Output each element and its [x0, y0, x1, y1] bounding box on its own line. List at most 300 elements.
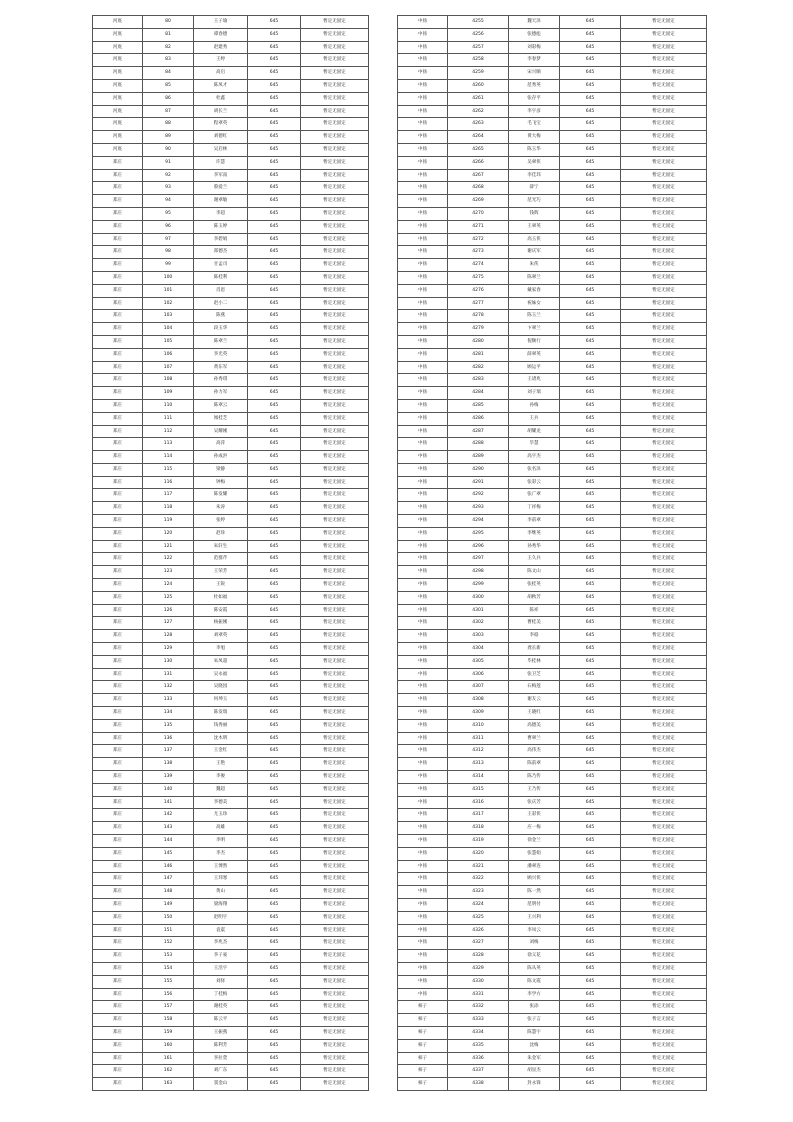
table-row [398, 911, 707, 924]
name-cell: 高雄 [194, 822, 248, 835]
name-cell: 孙秀华 [509, 540, 560, 553]
amount-cell: 645 [560, 847, 621, 860]
table-row [93, 271, 369, 284]
village-cell: 河底 [93, 131, 143, 144]
status-cell: 暂定无固定 [301, 1078, 369, 1091]
village-cell: 郑庄 [93, 771, 143, 784]
village-cell: 中扬 [398, 323, 448, 336]
name-cell: 范明付 [509, 898, 560, 911]
village-cell: 柿子 [398, 1078, 448, 1091]
amount-cell: 645 [560, 348, 621, 361]
status-cell: 暂定无固定 [621, 297, 707, 310]
village-cell: 中扬 [398, 143, 448, 156]
table-row [93, 758, 369, 771]
amount-cell: 645 [560, 463, 621, 476]
status-cell: 暂定无固定 [301, 950, 369, 963]
table-row [398, 335, 707, 348]
amount-cell: 645 [560, 975, 621, 988]
amount-cell: 645 [248, 604, 301, 617]
serial-number-cell: 4261 [448, 92, 509, 105]
amount-cell: 645 [248, 860, 301, 873]
amount-cell: 645 [560, 911, 621, 924]
table-row [93, 348, 369, 361]
amount-cell: 645 [248, 16, 301, 29]
village-cell: 河底 [93, 79, 143, 92]
amount-cell: 645 [560, 988, 621, 1001]
name-cell: 孙秀琪 [194, 374, 248, 387]
amount-cell: 645 [560, 809, 621, 822]
status-cell: 暂定无固定 [621, 732, 707, 745]
village-cell: 郑庄 [93, 463, 143, 476]
village-cell: 柿子 [398, 1026, 448, 1039]
serial-number-cell: 4307 [448, 681, 509, 694]
serial-number-cell: 4292 [448, 489, 509, 502]
serial-number-cell: 4256 [448, 28, 509, 41]
village-cell: 柿子 [398, 1014, 448, 1027]
table-row [398, 463, 707, 476]
status-cell: 暂定无固定 [621, 67, 707, 80]
status-cell: 暂定无固定 [301, 67, 369, 80]
table-row [93, 924, 369, 937]
table-row [398, 617, 707, 630]
name-cell: 陈玉兰 [509, 310, 560, 323]
name-cell: 胡显杰 [509, 1065, 560, 1078]
status-cell: 暂定无固定 [621, 553, 707, 566]
status-cell: 暂定无固定 [621, 911, 707, 924]
name-cell: 李学方 [509, 988, 560, 1001]
amount-cell: 645 [248, 937, 301, 950]
village-cell: 郑庄 [93, 1001, 143, 1014]
amount-cell: 645 [248, 195, 301, 208]
right-table [397, 15, 707, 1091]
name-cell: 范群芹 [194, 553, 248, 566]
amount-cell: 645 [248, 758, 301, 771]
table-row [93, 1014, 369, 1027]
amount-cell: 645 [248, 54, 301, 67]
amount-cell: 645 [248, 169, 301, 182]
amount-cell: 645 [248, 348, 301, 361]
serial-number-cell: 4271 [448, 220, 509, 233]
serial-number-cell: 109 [143, 387, 194, 400]
village-cell: 中扬 [398, 860, 448, 873]
serial-number-cell: 4319 [448, 835, 509, 848]
status-cell: 暂定无固定 [621, 809, 707, 822]
table-row [93, 950, 369, 963]
amount-cell: 645 [560, 387, 621, 400]
village-cell: 中扬 [398, 374, 448, 387]
serial-number-cell: 4330 [448, 975, 509, 988]
status-cell: 暂定无固定 [301, 310, 369, 323]
status-cell: 暂定无固定 [621, 425, 707, 438]
table-row [398, 182, 707, 195]
table-row [398, 553, 707, 566]
table-row [398, 1052, 707, 1065]
serial-number-cell: 4263 [448, 118, 509, 131]
name-cell: 王锐 [194, 579, 248, 592]
status-cell: 暂定无固定 [621, 796, 707, 809]
table-row [398, 387, 707, 400]
status-cell: 暂定无固定 [301, 655, 369, 668]
serial-number-cell: 92 [143, 169, 194, 182]
village-cell: 郑庄 [93, 950, 143, 963]
name-cell: 胡耀龙 [509, 425, 560, 438]
serial-number-cell: 4304 [448, 643, 509, 656]
serial-number-cell: 4325 [448, 911, 509, 924]
status-cell: 暂定无固定 [621, 771, 707, 784]
serial-number-cell: 4299 [448, 579, 509, 592]
status-cell: 暂定无固定 [621, 310, 707, 323]
status-cell: 暂定无固定 [621, 617, 707, 630]
amount-cell: 645 [560, 220, 621, 233]
serial-number-cell: 155 [143, 975, 194, 988]
table-row [93, 566, 369, 579]
name-cell: 潘翠连 [509, 860, 560, 873]
status-cell: 暂定无固定 [621, 1001, 707, 1014]
table-row [93, 156, 369, 169]
table-row [398, 451, 707, 464]
table-row [398, 425, 707, 438]
name-cell: 王晓红 [509, 707, 560, 720]
village-cell: 中扬 [398, 962, 448, 975]
village-cell: 中扬 [398, 809, 448, 822]
amount-cell: 645 [560, 1065, 621, 1078]
status-cell: 暂定无固定 [621, 387, 707, 400]
name-cell: 王久兵 [509, 553, 560, 566]
village-cell: 中扬 [398, 604, 448, 617]
amount-cell: 645 [248, 41, 301, 54]
serial-number-cell: 126 [143, 604, 194, 617]
table-row [398, 438, 707, 451]
status-cell: 暂定无固定 [301, 1014, 369, 1027]
table-row [398, 1026, 707, 1039]
serial-number-cell: 4320 [448, 847, 509, 860]
table-row [93, 886, 369, 899]
status-cell: 暂定无固定 [301, 643, 369, 656]
amount-cell: 645 [248, 783, 301, 796]
amount-cell: 645 [560, 630, 621, 643]
village-cell: 中扬 [398, 771, 448, 784]
amount-cell: 645 [248, 284, 301, 297]
table-row [398, 246, 707, 259]
village-cell: 中扬 [398, 156, 448, 169]
serial-number-cell: 150 [143, 911, 194, 924]
table-row [398, 886, 707, 899]
table-row [398, 1039, 707, 1052]
amount-cell: 645 [560, 207, 621, 220]
name-cell: 窦金山 [194, 1078, 248, 1091]
table-row [398, 668, 707, 681]
name-cell: 沈梅 [509, 1039, 560, 1052]
village-cell: 郑庄 [93, 579, 143, 592]
status-cell: 暂定无固定 [621, 220, 707, 233]
name-cell: 吴永福 [194, 668, 248, 681]
village-cell: 中扬 [398, 463, 448, 476]
status-cell: 暂定无固定 [621, 502, 707, 515]
amount-cell: 645 [248, 655, 301, 668]
amount-cell: 645 [248, 92, 301, 105]
status-cell: 暂定无固定 [621, 950, 707, 963]
serial-number-cell: 146 [143, 860, 194, 873]
amount-cell: 645 [560, 156, 621, 169]
serial-number-cell: 97 [143, 233, 194, 246]
name-cell: 李前翠 [509, 515, 560, 528]
amount-cell: 645 [560, 233, 621, 246]
village-cell: 郑庄 [93, 681, 143, 694]
serial-number-cell: 4332 [448, 1001, 509, 1014]
status-cell: 暂定无固定 [621, 28, 707, 41]
status-cell: 暂定无固定 [621, 1039, 707, 1052]
table-row [398, 310, 707, 323]
table-row [93, 16, 369, 29]
name-cell: 陈文霞 [509, 975, 560, 988]
table-row [93, 911, 369, 924]
serial-number-cell: 161 [143, 1052, 194, 1065]
village-cell: 河底 [93, 105, 143, 118]
name-cell: 钟梅 [194, 476, 248, 489]
table-row [93, 1052, 369, 1065]
serial-number-cell: 122 [143, 553, 194, 566]
name-cell: 蔡爱兰 [194, 182, 248, 195]
table-row [398, 783, 707, 796]
table-row [398, 822, 707, 835]
village-cell: 郑庄 [93, 873, 143, 886]
table-row [398, 297, 707, 310]
amount-cell: 645 [560, 131, 621, 144]
table-row [93, 745, 369, 758]
status-cell: 暂定无固定 [301, 143, 369, 156]
village-cell: 中扬 [398, 707, 448, 720]
serial-number-cell: 4316 [448, 796, 509, 809]
amount-cell: 645 [248, 246, 301, 259]
name-cell: 徐金兰 [509, 835, 560, 848]
serial-number-cell: 89 [143, 131, 194, 144]
village-cell: 郑庄 [93, 655, 143, 668]
village-cell: 中扬 [398, 847, 448, 860]
table-row [93, 297, 369, 310]
table-row [398, 16, 707, 29]
village-cell: 郑庄 [93, 617, 143, 630]
amount-cell: 645 [248, 694, 301, 707]
status-cell: 暂定无固定 [621, 1078, 707, 1091]
serial-number-cell: 4317 [448, 809, 509, 822]
amount-cell: 645 [248, 553, 301, 566]
name-cell: 祝妹女 [509, 297, 560, 310]
name-cell: 刘彩梅 [509, 41, 560, 54]
village-cell: 中扬 [398, 118, 448, 131]
village-cell: 郑庄 [93, 694, 143, 707]
serial-number-cell: 145 [143, 847, 194, 860]
serial-number-cell: 129 [143, 643, 194, 656]
status-cell: 暂定无固定 [621, 515, 707, 528]
table-row [93, 898, 369, 911]
serial-number-cell: 128 [143, 630, 194, 643]
serial-number-cell: 4303 [448, 630, 509, 643]
status-cell: 暂定无固定 [301, 489, 369, 502]
status-cell: 暂定无固定 [621, 246, 707, 259]
serial-number-cell: 106 [143, 348, 194, 361]
status-cell: 暂定无固定 [301, 809, 369, 822]
amount-cell: 645 [248, 335, 301, 348]
name-cell: 杜鑫 [194, 92, 248, 105]
amount-cell: 645 [248, 1001, 301, 1014]
village-cell: 郑庄 [93, 515, 143, 528]
status-cell: 暂定无固定 [301, 540, 369, 553]
name-cell: 陈桂利 [194, 271, 248, 284]
amount-cell: 645 [248, 476, 301, 489]
serial-number-cell: 131 [143, 668, 194, 681]
amount-cell: 645 [248, 975, 301, 988]
village-cell: 中扬 [398, 297, 448, 310]
table-row [93, 105, 369, 118]
status-cell: 暂定无固定 [621, 860, 707, 873]
serial-number-cell: 157 [143, 1001, 194, 1014]
amount-cell: 645 [248, 502, 301, 515]
amount-cell: 645 [248, 143, 301, 156]
table-row [93, 131, 369, 144]
village-cell: 中扬 [398, 822, 448, 835]
status-cell: 暂定无固定 [621, 169, 707, 182]
serial-number-cell: 4314 [448, 771, 509, 784]
name-cell: 张广翠 [509, 489, 560, 502]
name-cell: 刘广东 [194, 1065, 248, 1078]
serial-number-cell: 4306 [448, 668, 509, 681]
status-cell: 暂定无固定 [301, 169, 369, 182]
status-cell: 暂定无固定 [621, 630, 707, 643]
village-cell: 中扬 [398, 28, 448, 41]
serial-number-cell: 137 [143, 745, 194, 758]
serial-number-cell: 4324 [448, 898, 509, 911]
table-row [93, 182, 369, 195]
status-cell: 暂定无固定 [301, 732, 369, 745]
serial-number-cell: 4334 [448, 1026, 509, 1039]
status-cell: 暂定无固定 [301, 886, 369, 899]
table-row [398, 873, 707, 886]
name-cell: 陈玉婷 [194, 220, 248, 233]
serial-number-cell: 4281 [448, 348, 509, 361]
serial-number-cell: 90 [143, 143, 194, 156]
status-cell: 暂定无固定 [621, 259, 707, 272]
table-row [398, 1078, 707, 1091]
serial-number-cell: 4331 [448, 988, 509, 1001]
amount-cell: 645 [248, 771, 301, 784]
serial-number-cell: 85 [143, 79, 194, 92]
serial-number-cell: 158 [143, 1014, 194, 1027]
amount-cell: 645 [248, 399, 301, 412]
table-row [93, 1065, 369, 1078]
table-row [398, 527, 707, 540]
status-cell: 暂定无固定 [621, 374, 707, 387]
amount-cell: 645 [248, 719, 301, 732]
serial-number-cell: 4259 [448, 67, 509, 80]
village-cell: 郑庄 [93, 259, 143, 272]
table-row [93, 719, 369, 732]
status-cell: 暂定无固定 [621, 182, 707, 195]
serial-number-cell: 142 [143, 809, 194, 822]
serial-number-cell: 4310 [448, 719, 509, 732]
amount-cell: 645 [248, 207, 301, 220]
village-cell: 郑庄 [93, 348, 143, 361]
serial-number-cell: 4323 [448, 886, 509, 899]
name-cell: 孙梅 [509, 399, 560, 412]
status-cell: 暂定无固定 [621, 681, 707, 694]
serial-number-cell: 4309 [448, 707, 509, 720]
serial-number-cell: 4298 [448, 566, 509, 579]
village-cell: 中扬 [398, 937, 448, 950]
status-cell: 暂定无固定 [301, 617, 369, 630]
status-cell: 暂定无固定 [301, 207, 369, 220]
amount-cell: 645 [248, 374, 301, 387]
status-cell: 暂定无固定 [301, 937, 369, 950]
table-row [398, 195, 707, 208]
serial-number-cell: 112 [143, 425, 194, 438]
village-cell: 郑庄 [93, 233, 143, 246]
status-cell: 暂定无固定 [621, 591, 707, 604]
village-cell: 中扬 [398, 911, 448, 924]
name-cell: 谢翠敏 [194, 195, 248, 208]
village-cell: 郑庄 [93, 425, 143, 438]
table-row [398, 118, 707, 131]
table-row [93, 591, 369, 604]
amount-cell: 645 [560, 476, 621, 489]
table-row [93, 655, 369, 668]
serial-number-cell: 4308 [448, 694, 509, 707]
status-cell: 暂定无固定 [301, 335, 369, 348]
status-cell: 暂定无固定 [301, 412, 369, 425]
name-cell: 沈木明 [194, 732, 248, 745]
serial-number-cell: 4318 [448, 822, 509, 835]
serial-number-cell: 4289 [448, 451, 509, 464]
serial-number-cell: 4258 [448, 54, 509, 67]
name-cell: 高宇杰 [509, 451, 560, 464]
serial-number-cell: 162 [143, 1065, 194, 1078]
village-cell: 河底 [93, 143, 143, 156]
amount-cell: 645 [248, 988, 301, 1001]
village-cell: 郑庄 [93, 399, 143, 412]
village-cell: 郑庄 [93, 566, 143, 579]
serial-number-cell: 102 [143, 297, 194, 310]
status-cell: 暂定无固定 [621, 758, 707, 771]
table-row [398, 412, 707, 425]
amount-cell: 645 [560, 412, 621, 425]
name-cell: 陈翠兰 [509, 271, 560, 284]
name-cell: 李明 [194, 835, 248, 848]
amount-cell: 645 [248, 1052, 301, 1065]
status-cell: 暂定无固定 [301, 1001, 369, 1014]
name-cell: 薛翠英 [509, 348, 560, 361]
serial-number-cell: 91 [143, 156, 194, 169]
status-cell: 暂定无固定 [621, 579, 707, 592]
status-cell: 暂定无固定 [301, 451, 369, 464]
status-cell: 暂定无固定 [301, 28, 369, 41]
amount-cell: 645 [248, 591, 301, 604]
village-cell: 柿子 [398, 1001, 448, 1014]
village-cell: 郑庄 [93, 207, 143, 220]
amount-cell: 645 [560, 604, 621, 617]
village-cell: 中扬 [398, 92, 448, 105]
amount-cell: 645 [248, 924, 301, 937]
name-cell: 戴家春 [509, 284, 560, 297]
name-cell: 赵明宇 [194, 911, 248, 924]
village-cell: 中扬 [398, 681, 448, 694]
serial-number-cell: 4326 [448, 924, 509, 937]
status-cell: 暂定无固定 [621, 233, 707, 246]
status-cell: 暂定无固定 [301, 323, 369, 336]
table-row [93, 835, 369, 848]
village-cell: 郑庄 [93, 527, 143, 540]
village-cell: 中扬 [398, 745, 448, 758]
serial-number-cell: 163 [143, 1078, 194, 1091]
serial-number-cell: 134 [143, 707, 194, 720]
